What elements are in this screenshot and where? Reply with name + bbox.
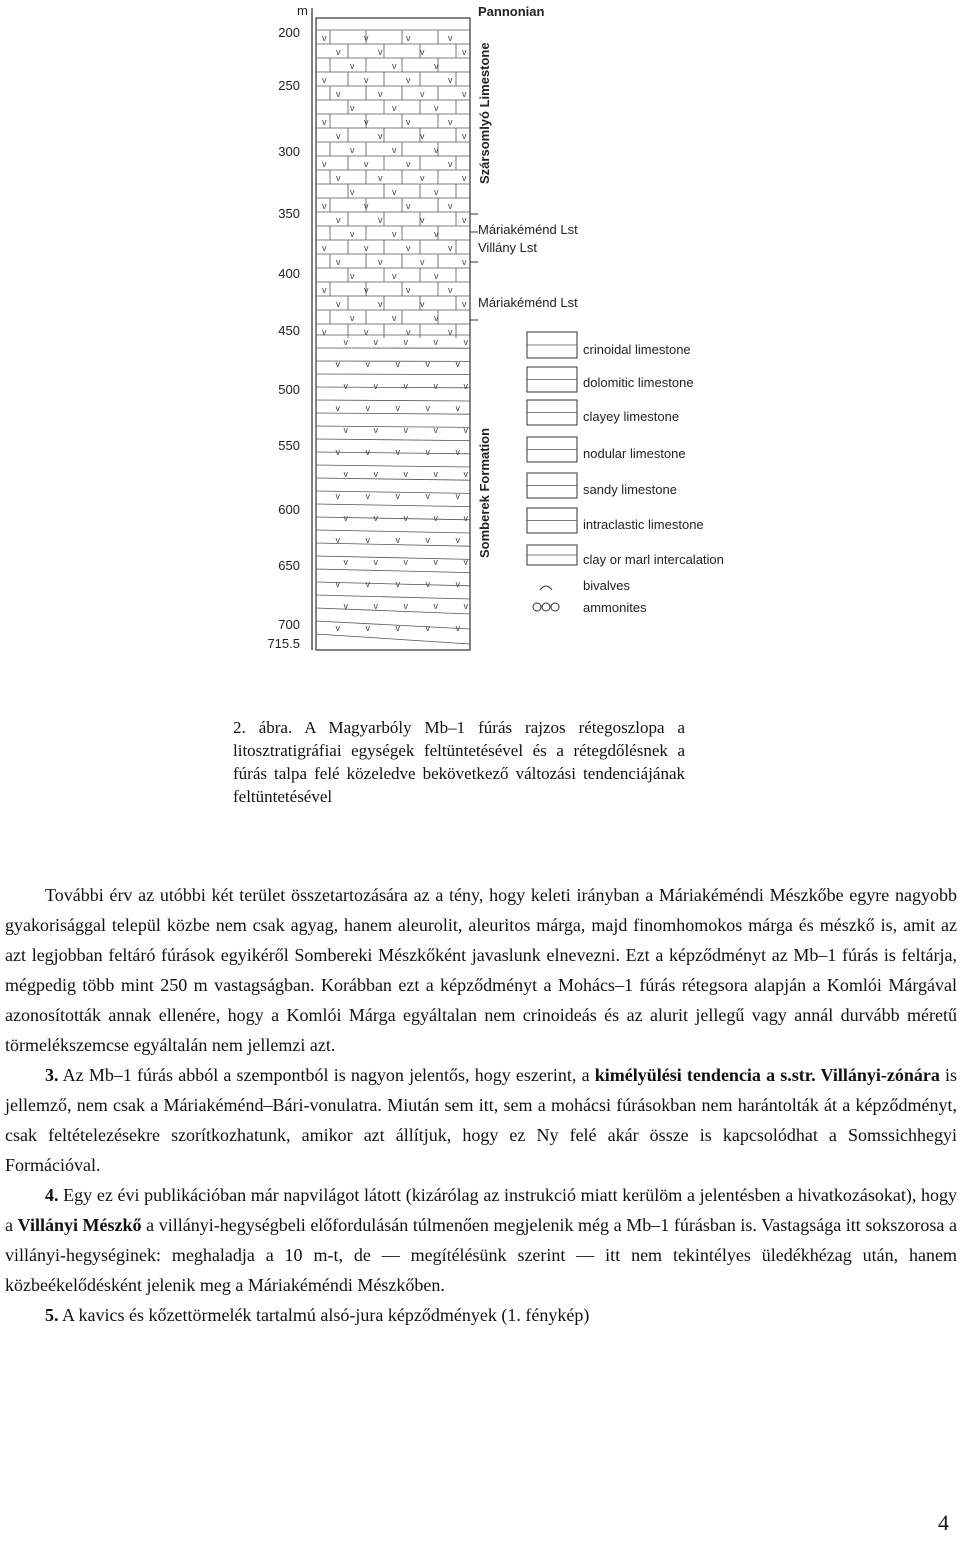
dipping-bed-line — [316, 400, 470, 401]
crinoid-mark: v — [455, 403, 460, 413]
crinoid-mark: v — [455, 535, 460, 545]
crinoid-mark: v — [425, 535, 430, 545]
crinoid-mark: v — [335, 579, 340, 589]
crinoid-mark: v — [364, 285, 369, 295]
crinoid-mark: v — [365, 579, 370, 589]
dipping-bed-line — [316, 634, 470, 644]
crinoid-mark: v — [373, 601, 378, 611]
crinoid-mark: v — [448, 117, 453, 127]
crinoid-mark: v — [373, 381, 378, 391]
crinoid-mark: v — [406, 75, 411, 85]
crinoid-mark: v — [455, 623, 460, 633]
crinoid-mark: v — [406, 201, 411, 211]
legend-label-nodular: nodular limestone — [583, 446, 686, 461]
dipping-bed-line — [316, 556, 470, 559]
crinoid-mark: v — [455, 447, 460, 457]
paragraph-2-text-a: Az Mb–1 fúrás abból a szempontból is nagyon jelentős, hogy eszerint, a — [58, 1065, 595, 1085]
crinoid-mark: v — [420, 89, 425, 99]
crinoid-mark: v — [420, 215, 425, 225]
crinoid-mark: v — [425, 403, 430, 413]
crinoid-mark: v — [463, 557, 468, 567]
ammonite-icon — [551, 603, 559, 611]
crinoid-mark: v — [403, 557, 408, 567]
crinoid-mark: v — [373, 557, 378, 567]
crinoid-mark: v — [343, 337, 348, 347]
crinoid-mark: v — [462, 257, 467, 267]
crinoid-mark: v — [448, 75, 453, 85]
crinoid-mark: v — [463, 425, 468, 435]
crinoid-mark: v — [365, 447, 370, 457]
legend-label-clay-marl: clay or marl intercalation — [583, 552, 724, 567]
crinoid-mark: v — [343, 601, 348, 611]
crinoid-mark: v — [406, 327, 411, 337]
crinoid-mark: v — [462, 131, 467, 141]
crinoid-mark: v — [350, 187, 355, 197]
crinoid-mark: v — [364, 327, 369, 337]
legend-label-clayey: clayey limestone — [583, 409, 680, 424]
depth-label: 500 — [278, 382, 300, 397]
depth-label: 200 — [278, 25, 300, 40]
dipping-bed-line — [316, 413, 470, 414]
crinoid-mark: v — [392, 313, 397, 323]
crinoid-mark: v — [395, 403, 400, 413]
paragraph-2-text-b: is jellemző, nem csak a Máriakéménd–Bári-vonulatra. Miután sem itt, sem a mohácsi fúrásokban nem harántolták át a képződményt, csak feltételezésekre szorítkozhatunk, amikor azt állítjuk, hogy ez Ny felé akár össze is kapcsolódhat a Somssichhegyi Formációval. — [5, 1065, 958, 1175]
crinoid-mark: v — [425, 359, 430, 369]
page-number: 4 — [938, 1510, 949, 1535]
bedding-lines — [316, 30, 470, 644]
depth-label: 550 — [278, 438, 300, 453]
crinoid-mark: v — [343, 513, 348, 523]
depth-label: 350 — [278, 206, 300, 221]
crinoid-mark: v — [434, 187, 439, 197]
crinoid-mark: v — [448, 327, 453, 337]
crinoid-mark: v — [406, 159, 411, 169]
crinoid-mark: v — [406, 117, 411, 127]
crinoid-mark: v — [448, 33, 453, 43]
crinoid-mark: v — [343, 381, 348, 391]
depth-label: 450 — [278, 323, 300, 338]
crinoid-mark: v — [373, 425, 378, 435]
dipping-bed-line — [316, 374, 470, 375]
crinoid-mark: v — [433, 337, 438, 347]
depth-label: 300 — [278, 144, 300, 159]
crinoid-mark: v — [392, 229, 397, 239]
dipping-bed-line — [316, 595, 470, 599]
crinoid-mark: v — [373, 337, 378, 347]
paragraph-4-text: A kavics és kőzettörmelék tartalmú alsó-jura képződmények (1. fénykép) — [58, 1305, 590, 1325]
crinoid-mark: v — [434, 61, 439, 71]
bivalve-icon — [540, 586, 552, 590]
dipping-bed-line — [316, 569, 470, 573]
crinoid-mark: v — [448, 243, 453, 253]
crinoid-mark: v — [463, 381, 468, 391]
crinoid-mark: v — [343, 425, 348, 435]
crinoid-mark: v — [350, 313, 355, 323]
depth-label: 715.5 — [267, 636, 300, 651]
crinoid-mark: v — [350, 229, 355, 239]
crinoid-mark: v — [463, 601, 468, 611]
crinoid-mark: v — [420, 299, 425, 309]
crinoid-mark: v — [322, 33, 327, 43]
crinoid-mark: v — [463, 337, 468, 347]
legend-label-crinoidal: crinoidal limestone — [583, 342, 691, 357]
crinoid-mark: v — [373, 469, 378, 479]
crinoid-mark: v — [392, 145, 397, 155]
paragraph-2 — [5, 1060, 957, 1180]
crinoid-mark: v — [322, 243, 327, 253]
crinoid-mark: v — [350, 145, 355, 155]
crinoid-mark: v — [462, 47, 467, 57]
unit-label-szarsomlyo: Szársomlyó Limestone — [477, 42, 492, 184]
crinoid-mark: v — [322, 159, 327, 169]
paragraph-3-number: 4. — [45, 1185, 59, 1205]
crinoid-mark: v — [336, 131, 341, 141]
crinoid-mark: v — [364, 201, 369, 211]
paragraph-2-number: 3. — [45, 1065, 59, 1085]
crinoid-mark: v — [392, 271, 397, 281]
stratigraphic-column-figure — [0, 0, 960, 680]
crinoid-mark: v — [425, 447, 430, 457]
crinoid-mark: v — [392, 187, 397, 197]
crinoid-mark: v — [378, 215, 383, 225]
legend-label-sandy: sandy limestone — [583, 482, 677, 497]
crinoid-mark: v — [448, 201, 453, 211]
crinoid-mark: v — [322, 285, 327, 295]
crinoid-mark: v — [336, 215, 341, 225]
dipping-bed-line — [316, 504, 470, 507]
crinoid-mark: v — [335, 447, 340, 457]
crinoid-mark: v — [434, 145, 439, 155]
paragraph-4 — [5, 1300, 957, 1330]
crinoid-mark: v — [395, 491, 400, 501]
crinoid-mark: v — [462, 215, 467, 225]
crinoid-mark: v — [406, 33, 411, 43]
paragraph-3 — [5, 1180, 957, 1300]
crinoid-mark: v — [335, 491, 340, 501]
crinoid-mark: v — [403, 469, 408, 479]
legend-label-bivalves: bivalves — [583, 578, 630, 593]
depth-label: 650 — [278, 558, 300, 573]
crinoid-mark: v — [448, 285, 453, 295]
unit-label-mariakemend-lower: Máriakéménd Lst — [478, 295, 578, 310]
crinoid-mark: v — [433, 513, 438, 523]
crinoid-mark: v — [365, 491, 370, 501]
crinoid-mark: v — [365, 403, 370, 413]
crinoid-mark: v — [364, 117, 369, 127]
ammonite-icon — [533, 603, 541, 611]
crinoid-mark: v — [420, 173, 425, 183]
crinoid-mark: v — [425, 623, 430, 633]
crinoid-mark: v — [350, 61, 355, 71]
legend-label-dolomitic: dolomitic limestone — [583, 375, 694, 390]
crinoid-mark: v — [395, 535, 400, 545]
paragraph-3-text-a: Egy ez évi publikációban már napvilágot látott (kizárólag az instrukció miatt kerülöm a jelentésben a hivatkozásokat), hogy a — [5, 1185, 957, 1235]
body-text — [5, 880, 957, 1330]
crinoid-mark: v — [336, 89, 341, 99]
crinoid-mark: v — [336, 47, 341, 57]
lithology-marks — [322, 33, 468, 633]
crinoid-mark: v — [433, 469, 438, 479]
dipping-bed-line — [316, 517, 470, 520]
crinoid-mark: v — [420, 257, 425, 267]
legend-symbols — [527, 332, 577, 611]
depth-label: 700 — [278, 617, 300, 632]
crinoid-mark: v — [373, 513, 378, 523]
paragraph-2-bold: kimélyülési tendencia a s.str. Villányi-zónára — [594, 1065, 940, 1085]
crinoid-mark: v — [335, 535, 340, 545]
crinoid-mark: v — [364, 243, 369, 253]
crinoid-mark: v — [463, 469, 468, 479]
dipping-bed-line — [316, 426, 470, 427]
crinoid-mark: v — [322, 117, 327, 127]
dipping-bed-line — [316, 478, 470, 480]
legend-label-intraclastic: intraclastic limestone — [583, 517, 704, 532]
crinoid-mark: v — [403, 601, 408, 611]
paragraph-3-bold: Villányi Mészkő — [17, 1215, 142, 1235]
crinoid-mark: v — [392, 61, 397, 71]
crinoid-mark: v — [403, 381, 408, 391]
crinoid-mark: v — [448, 159, 453, 169]
crinoid-mark: v — [395, 579, 400, 589]
depth-label: 600 — [278, 502, 300, 517]
crinoid-mark: v — [462, 299, 467, 309]
figure-caption: 2. ábra. A Magyarbóly Mb–1 fúrás rajzos rétegoszlopa a litosztratigráfiai egységek feltüntetésével és a rétegdőlésnek a fúrás talpa felé közeledve bekövetkező változási tendenciájának feltüntetésével — [233, 718, 685, 806]
crinoid-mark: v — [336, 299, 341, 309]
crinoid-mark: v — [365, 535, 370, 545]
crinoid-mark: v — [365, 359, 370, 369]
crinoid-mark: v — [425, 491, 430, 501]
crinoid-mark: v — [322, 201, 327, 211]
crinoid-mark: v — [343, 469, 348, 479]
crinoid-mark: v — [365, 623, 370, 633]
crinoid-mark: v — [378, 299, 383, 309]
crinoid-mark: v — [322, 75, 327, 85]
dipping-bed-line — [316, 608, 470, 614]
unit-label-somberek: Somberek Formation — [477, 427, 492, 558]
crinoid-mark: v — [420, 131, 425, 141]
crinoid-mark: v — [350, 103, 355, 113]
crinoid-mark: v — [395, 447, 400, 457]
crinoid-mark: v — [406, 285, 411, 295]
crinoid-mark: v — [463, 513, 468, 523]
crinoid-mark: v — [433, 381, 438, 391]
crinoid-mark: v — [434, 229, 439, 239]
crinoid-mark: v — [434, 271, 439, 281]
crinoid-mark: v — [364, 159, 369, 169]
crinoid-mark: v — [433, 425, 438, 435]
crinoid-mark: v — [378, 131, 383, 141]
crinoid-mark: v — [403, 425, 408, 435]
crinoid-mark: v — [462, 173, 467, 183]
depth-label: 400 — [278, 266, 300, 281]
paragraph-1: További érv az utóbbi két terület összetartozására az a tény, hogy keleti irányban a Máriakéméndi Mészkőbe egyre nagyobb gyakorisággal települ közbe nem csak agyag, hanem aleurolit, aleuritos márga, majd finomhomokos márga és mészkő is, amit az azt legjobban feltáró fúrások egyikéről Sombereki Mészkőként javaslunk elnevezni. Ezt a képződményt az Mb–1 fúrás is feltárja, mégpedig több mint 250 m vastagságban. Korábban ezt a képződményt a Mohács–1 fúrás rétegsora alapján a Komlói Márgával azonosították annak ellenére, hogy a Komlói Márga egyáltalan nem crinoideás és az alurit jellegű vagy annál durvább méretű törmelékszemcse egyáltalán nem jellemzi azt. — [5, 885, 957, 1055]
dipping-bed-line — [316, 530, 470, 533]
crinoid-mark: v — [364, 75, 369, 85]
ammonite-icon — [542, 603, 550, 611]
crinoid-mark: v — [395, 359, 400, 369]
crinoid-mark: v — [378, 173, 383, 183]
crinoid-mark: v — [343, 557, 348, 567]
crinoid-mark: v — [403, 513, 408, 523]
crinoid-mark: v — [322, 327, 327, 337]
crinoid-mark: v — [378, 47, 383, 57]
crinoid-mark: v — [433, 601, 438, 611]
crinoid-mark: v — [335, 403, 340, 413]
crinoid-mark: v — [455, 491, 460, 501]
crinoid-mark: v — [335, 359, 340, 369]
dipping-bed-line — [316, 439, 470, 441]
depth-unit-label: m — [297, 3, 308, 18]
unit-label-villany: Villány Lst — [478, 240, 538, 255]
unit-label-mariakemend-upper: Máriakéménd Lst — [478, 222, 578, 237]
crinoid-mark: v — [403, 337, 408, 347]
depth-label: 250 — [278, 78, 300, 93]
dipping-bed-line — [316, 387, 470, 388]
legend-label-ammonites: ammonites — [583, 600, 647, 615]
paragraph-4-number: 5. — [45, 1305, 59, 1325]
crinoid-mark: v — [462, 89, 467, 99]
crinoid-mark: v — [378, 89, 383, 99]
crinoid-mark: v — [350, 271, 355, 281]
unit-label-pannonian: Pannonian — [478, 4, 545, 19]
crinoid-mark: v — [420, 47, 425, 57]
crinoid-mark: v — [392, 103, 397, 113]
crinoid-mark: v — [455, 359, 460, 369]
crinoid-mark: v — [378, 257, 383, 267]
crinoid-mark: v — [434, 313, 439, 323]
paragraph-3-text-b: a villányi-hegységbeli előfordulásán túlmenően megjelenik még a Mb–1 fúrásban is. Vastagsága itt sokszorosa a villányi-hegységinek: meghaladja a 10 m-t, de — megítélésünk szerint — itt nem tekintélyes üledékhézag után, hanem közbeékelődésként jelenik meg a Máriakéméndi Mészkőben. — [5, 1215, 957, 1295]
crinoid-mark: v — [335, 623, 340, 633]
crinoid-mark: v — [406, 243, 411, 253]
crinoid-mark: v — [336, 257, 341, 267]
crinoid-mark: v — [395, 623, 400, 633]
dipping-bed-line — [316, 465, 470, 467]
crinoid-mark: v — [455, 579, 460, 589]
crinoid-mark: v — [336, 173, 341, 183]
crinoid-mark: v — [433, 557, 438, 567]
crinoid-mark: v — [425, 579, 430, 589]
crinoid-mark: v — [434, 103, 439, 113]
crinoid-mark: v — [364, 33, 369, 43]
